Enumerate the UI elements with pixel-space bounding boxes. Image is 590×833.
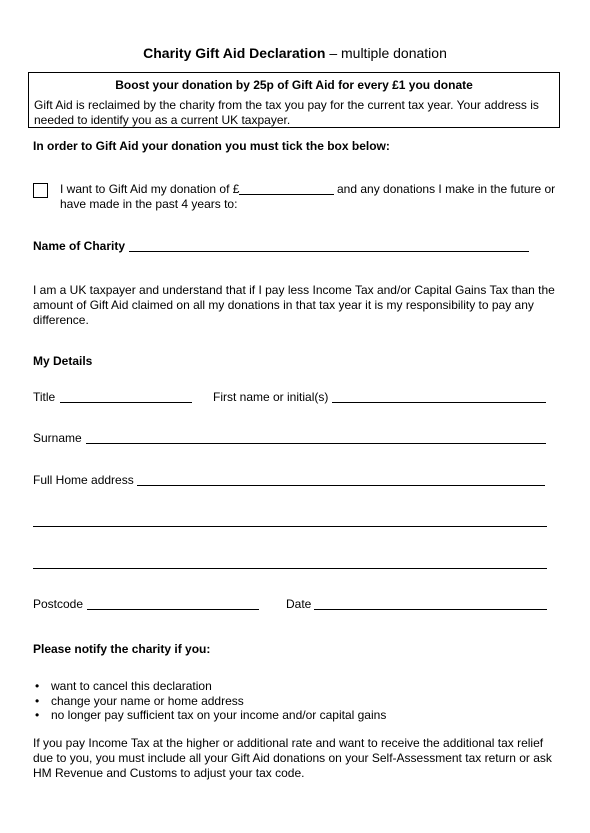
address-field-line2[interactable]: [33, 526, 547, 527]
surname-field[interactable]: [86, 443, 546, 444]
charity-name-label: Name of Charity: [33, 239, 126, 253]
taxpayer-statement: I am a UK taxpayer and understand that if I pay less Income Tax and/or Capital Gains Tax than the amount of Gift Aid claimed on all my donations in that tax year it is my responsibility to pay any difference.: [33, 283, 555, 327]
title-field[interactable]: [60, 402, 192, 403]
boost-heading: Boost your donation by 25p of Gift Aid for every £1 you donate: [115, 78, 473, 92]
notify-list: [33, 679, 560, 723]
address-label: Full Home address: [33, 473, 134, 487]
donation-amount-field[interactable]: [239, 194, 334, 195]
gift-aid-checkbox[interactable]: [33, 183, 48, 198]
boost-body-text: Gift Aid is reclaimed by the charity from the tax you pay for the current tax year. Your address is needed to identify you as a current UK taxpayer.: [34, 98, 539, 127]
surname-label: Surname: [33, 431, 82, 445]
address-field-line1[interactable]: [137, 485, 545, 486]
date-field[interactable]: [314, 609, 547, 610]
declaration-line1-pre: I want to Gift Aid my donation of £: [60, 182, 240, 196]
form-title-bold: Charity Gift Aid Declaration: [143, 45, 326, 61]
postcode-label: Postcode: [33, 597, 84, 611]
list-item: • no longer pay sufficient tax on your income and/or capital gains: [33, 708, 560, 723]
my-details-heading: My Details: [33, 354, 93, 368]
form-title: [0, 45, 590, 61]
charity-name-field[interactable]: [129, 251, 529, 252]
list-item: • want to cancel this declaration: [33, 679, 560, 694]
date-label: Date: [286, 597, 312, 611]
declaration-line1-post: and any donations I make in the future or: [337, 182, 556, 196]
address-field-line3[interactable]: [33, 568, 547, 569]
postcode-field[interactable]: [87, 609, 259, 610]
first-name-field[interactable]: [332, 402, 546, 403]
list-item: • change your name or home address: [33, 694, 560, 709]
first-name-label: First name or initial(s): [213, 390, 329, 404]
higher-rate-note: If you pay Income Tax at the higher or additional rate and want to receive the additional tax relief due to you, you must include all your Gift Aid donations on your Self-Assessment tax return or ask HM Revenue and Customs to adjust your tax code.: [33, 736, 552, 780]
title-label: Title: [33, 390, 56, 404]
declaration-line2: have made in the past 4 years to:: [60, 197, 238, 211]
boost-info-box: [28, 72, 560, 128]
tick-instruction: In order to Gift Aid your donation you must tick the box below:: [33, 139, 390, 153]
form-title-subtitle: – multiple donation: [325, 45, 447, 61]
notify-heading: Please notify the charity if you:: [33, 642, 211, 656]
